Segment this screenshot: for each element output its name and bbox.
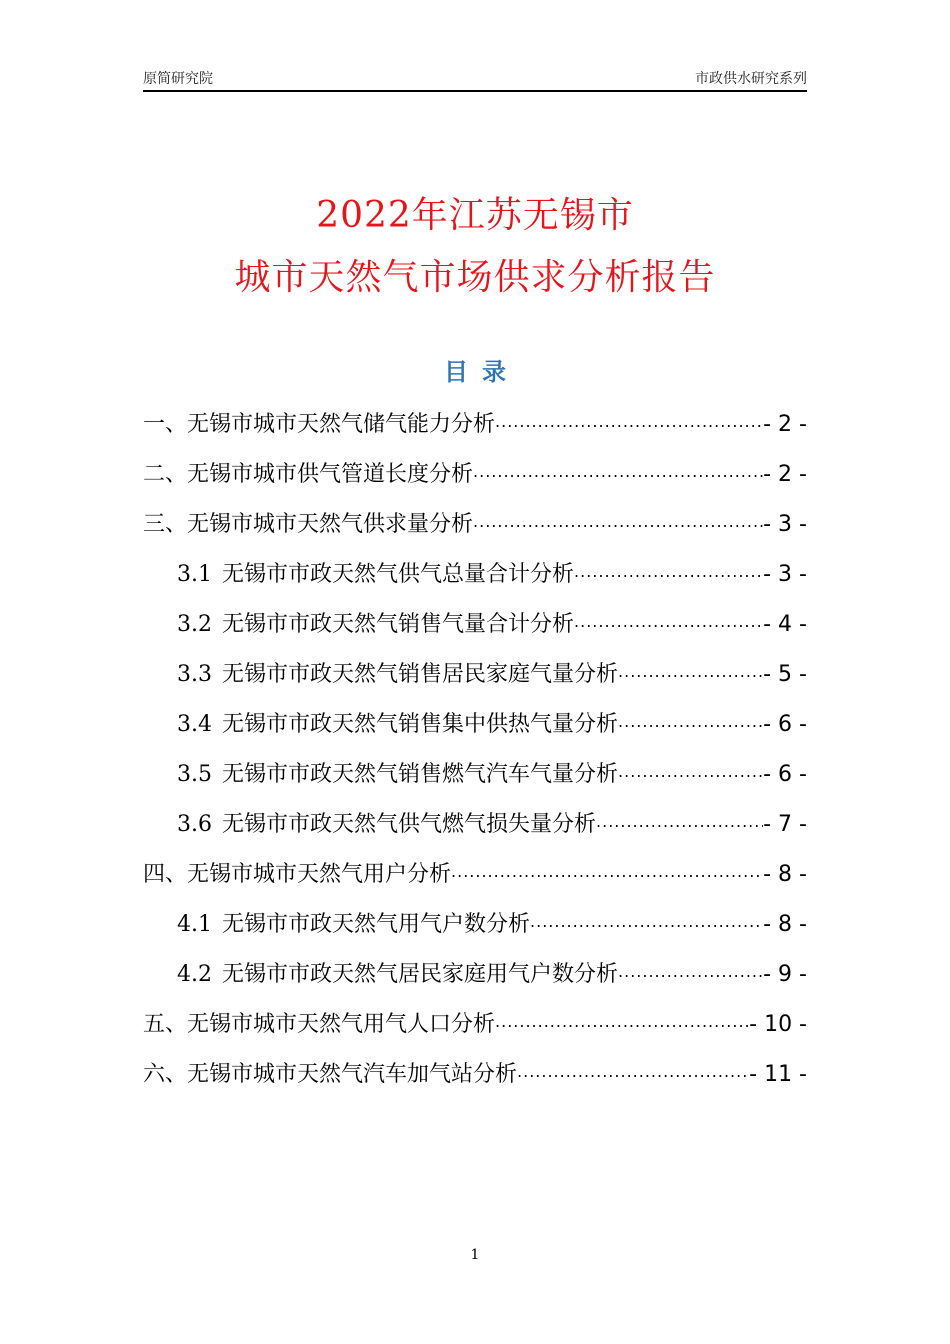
toc-leader-dots [618,657,763,690]
toc-leader-dots [618,957,763,990]
toc-item-page: - 7 - [763,812,807,837]
document-title-line-1: 2022年江苏无锡市 [316,195,634,236]
toc-item-label: 无锡市市政天然气供气燃气损失量分析 [222,812,597,837]
toc-item-number: 3.6 [177,812,212,837]
toc-item-label: 无锡市市政天然气供气总量合计分析 [222,562,575,587]
page-number: 1 [470,1247,480,1263]
header-org-name: 原简研究院 [143,71,213,87]
toc-item-page: - 2 - [763,462,807,487]
toc-subitem[interactable] [177,550,807,590]
toc-leader-dots [618,707,763,740]
toc-leader-dots [530,907,763,940]
toc-leader-dots [451,857,763,890]
toc-leader-dots [596,807,763,840]
toc-item-page: - 8 - [763,912,807,937]
toc-item[interactable] [143,850,807,890]
toc-leader-dots [473,457,763,490]
toc-item-page: - 3 - [763,562,807,587]
toc-item-number: 3.2 [177,612,212,637]
toc-item-page: - 3 - [763,512,807,537]
toc-item-number: 3.5 [177,762,212,787]
toc-item-label: 无锡市市政天然气销售燃气汽车气量分析 [222,762,619,787]
toc-item-label: 四、无锡市城市天然气用户分析 [143,862,452,887]
toc-item-label: 一、无锡市城市天然气储气能力分析 [143,412,496,437]
toc-item-label: 五、无锡市城市天然气用气人口分析 [143,1012,496,1037]
toc-item-page: - 2 - [763,412,807,437]
toc-item[interactable] [143,400,807,440]
document-title-line-2: 城市天然气市场供求分析报告 [234,257,716,298]
toc-item-page: - 6 - [763,712,807,737]
toc-subitem[interactable] [177,650,807,690]
toc-subitem[interactable] [177,900,807,940]
toc-subitem[interactable] [177,700,807,740]
toc-leader-dots [517,1057,749,1090]
toc-item-label: 无锡市市政天然气销售集中供热气量分析 [222,712,619,737]
toc-item-page: - 8 - [763,862,807,887]
toc-leader-dots [618,757,763,790]
toc-subitem[interactable] [177,600,807,640]
toc-item-number: 3.3 [177,662,212,687]
toc-item-page: - 5 - [763,662,807,687]
toc-item-page: - 4 - [763,612,807,637]
toc-leader-dots [495,407,763,440]
toc-subitem[interactable] [177,750,807,790]
toc-heading: 目录 [444,358,520,386]
toc-item-number: 4.2 [177,962,212,987]
toc-item-label: 三、无锡市城市天然气供求量分析 [143,512,474,537]
toc-item[interactable] [143,1000,807,1040]
toc-item-page: - 6 - [763,762,807,787]
toc-item-number: 4.1 [177,912,212,937]
toc-item-number: 3.1 [177,562,212,587]
header-series-name: 市政供水研究系列 [695,71,807,87]
toc-item-label: 无锡市市政天然气销售气量合计分析 [222,612,575,637]
toc-item[interactable] [143,450,807,490]
toc-leader-dots [495,1007,749,1040]
toc-item-page: - 10 - [749,1012,807,1037]
toc-item-page: - 11 - [749,1062,807,1087]
toc-leader-dots [473,507,763,540]
toc-item-label: 无锡市市政天然气居民家庭用气户数分析 [222,962,619,987]
toc-item-label: 无锡市市政天然气用气户数分析 [222,912,531,937]
page-header [143,66,807,92]
toc-leader-dots [574,557,763,590]
toc-subitem[interactable] [177,950,807,990]
toc-item-number: 3.4 [177,712,212,737]
toc-leader-dots [574,607,763,640]
toc-item[interactable] [143,1050,807,1090]
toc-item-label: 二、无锡市城市供气管道长度分析 [143,462,474,487]
toc-item-label: 无锡市市政天然气销售居民家庭气量分析 [222,662,619,687]
toc-item[interactable] [143,500,807,540]
toc-subitem[interactable] [177,800,807,840]
toc-item-page: - 9 - [763,962,807,987]
toc-item-label: 六、无锡市城市天然气汽车加气站分析 [143,1062,518,1087]
